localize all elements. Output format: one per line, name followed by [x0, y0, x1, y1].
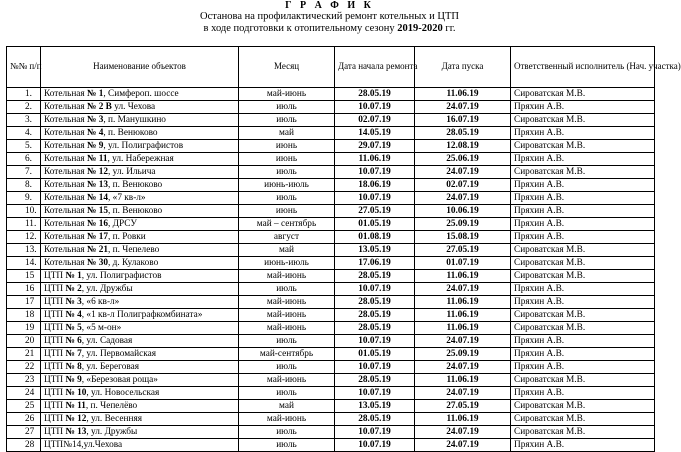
object-name [41, 88, 239, 101]
object-number: № 1 [87, 89, 104, 99]
launch-date: 11.06.19 [415, 270, 511, 283]
object-type: ЦТП [44, 310, 66, 320]
repair-month: июль [239, 439, 335, 452]
table-header-row [7, 47, 655, 88]
row-number: 16 [7, 283, 41, 296]
row-number: 19 [7, 322, 41, 335]
object-type: ЦТП [44, 349, 66, 359]
repair-month: май [239, 400, 335, 413]
object-type: Котельная [44, 154, 88, 164]
repair-month: июль [239, 361, 335, 374]
table-row [7, 244, 655, 257]
responsible-person: Пряхин А.В. [511, 153, 655, 166]
launch-date: 11.06.19 [415, 309, 511, 322]
responsible-person: Пряхин А.В. [511, 205, 655, 218]
object-address: , ул. Ильича [108, 167, 156, 177]
responsible-person: Пряхин А.В. [511, 387, 655, 400]
object-address: ул. Чехова [111, 102, 156, 112]
launch-date: 11.06.19 [415, 322, 511, 335]
object-number: № 13 [65, 427, 87, 437]
object-type: Котельная [44, 128, 88, 138]
table-row [7, 322, 655, 335]
col-header-responsible: Ответственный исполнитель (Нач. участка) [511, 47, 655, 88]
object-type: Котельная [44, 193, 88, 203]
object-address: , «7 кв-л» [108, 193, 146, 203]
table-row [7, 179, 655, 192]
object-number: № 5 [65, 323, 82, 333]
repair-month: июль [239, 114, 335, 127]
object-name [41, 244, 239, 257]
repair-month: май-сентябрь [239, 348, 335, 361]
object-name [41, 335, 239, 348]
row-number: 9. [7, 192, 41, 205]
table-row [7, 101, 655, 114]
object-address: , ул. Дружбы [81, 284, 133, 294]
object-address: , п. Венюково [108, 206, 163, 216]
repair-start-date: 18.06.19 [335, 179, 415, 192]
row-number: 21 [7, 348, 41, 361]
responsible-person: Пряхин А.В. [511, 335, 655, 348]
row-number: 15 [7, 270, 41, 283]
table-row [7, 205, 655, 218]
launch-date: 25.06.19 [415, 153, 511, 166]
table-row [7, 348, 655, 361]
repair-start-date: 10.07.19 [335, 426, 415, 439]
responsible-person: Пряхин А.В. [511, 179, 655, 192]
responsible-person: Пряхин А.В. [511, 192, 655, 205]
launch-date: 25.09.19 [415, 348, 511, 361]
launch-date: 11.06.19 [415, 413, 511, 426]
object-number: № 8 [65, 362, 82, 372]
repair-start-date: 10.07.19 [335, 335, 415, 348]
repair-month: май-июнь [239, 413, 335, 426]
launch-date: 28.05.19 [415, 127, 511, 140]
launch-date: 24.07.19 [415, 439, 511, 452]
row-number: 13. [7, 244, 41, 257]
object-number: № 15 [87, 206, 109, 216]
launch-date: 01.07.19 [415, 257, 511, 270]
table-row [7, 335, 655, 348]
launch-date: 24.07.19 [415, 192, 511, 205]
row-number: 11. [7, 218, 41, 231]
object-type: ЦТП [44, 388, 66, 398]
object-name [41, 387, 239, 400]
row-number: 2. [7, 101, 41, 114]
object-name [41, 361, 239, 374]
row-number: 24 [7, 387, 41, 400]
launch-date: 27.05.19 [415, 244, 511, 257]
responsible-person: Сироватская М.В. [511, 374, 655, 387]
launch-date: 16.07.19 [415, 114, 511, 127]
col-header-month: Месяц [239, 47, 335, 88]
repair-start-date: 17.06.19 [335, 257, 415, 270]
repair-start-date: 10.07.19 [335, 166, 415, 179]
object-address: , п. Венюково [103, 128, 158, 138]
object-name [41, 309, 239, 322]
repair-month: июль [239, 101, 335, 114]
table-row [7, 127, 655, 140]
object-address: , ул. Первомайская [81, 349, 157, 359]
season-years: 2019-2020 [397, 23, 443, 34]
launch-date: 15.08.19 [415, 231, 511, 244]
launch-date: 12.08.19 [415, 140, 511, 153]
col-header-num: №№ п/п [7, 47, 41, 88]
repair-month: май-июнь [239, 88, 335, 101]
season-prefix: в ходе подготовки к отопительному сезону [203, 23, 398, 34]
object-number: № 14 [87, 193, 109, 203]
launch-date: 24.07.19 [415, 426, 511, 439]
repair-month: май-июнь [239, 374, 335, 387]
season-suffix: гг. [442, 23, 456, 34]
responsible-person: Сироватская М.В. [511, 309, 655, 322]
responsible-person: Пряхин А.В. [511, 231, 655, 244]
object-name [41, 400, 239, 413]
object-type: Котельная [44, 258, 88, 268]
repair-start-date: 13.05.19 [335, 244, 415, 257]
object-address: , ул. Новосельская [86, 388, 160, 398]
repair-start-date: 28.05.19 [335, 309, 415, 322]
repair-start-date: 02.07.19 [335, 114, 415, 127]
object-address: , «5 м-он» [81, 323, 122, 333]
object-number: № 30 [87, 258, 109, 268]
object-type: ЦТП [44, 401, 66, 411]
object-number: № 17 [87, 232, 109, 242]
repair-month: июль [239, 426, 335, 439]
object-type: Котельная [44, 245, 88, 255]
object-address: , п. Чепелево [108, 245, 160, 255]
object-address: , ул. Набережная [107, 154, 174, 164]
object-address: , ул. Полиграфистов [81, 271, 162, 281]
table-row [7, 426, 655, 439]
col-header-launch: Дата пуска [415, 47, 511, 88]
object-number: № 2 В [87, 102, 112, 112]
repair-month: июль [239, 283, 335, 296]
row-number: 7. [7, 166, 41, 179]
table-row [7, 387, 655, 400]
responsible-person: Сироватская М.В. [511, 322, 655, 335]
object-name [41, 140, 239, 153]
repair-month: июль [239, 192, 335, 205]
object-name [41, 127, 239, 140]
repair-month: май – сентябрь [239, 218, 335, 231]
object-type: Котельная [44, 89, 88, 99]
launch-date: 24.07.19 [415, 361, 511, 374]
repair-month: май [239, 244, 335, 257]
table-row [7, 231, 655, 244]
responsible-person: Пряхин А.В. [511, 296, 655, 309]
object-address: , «6 кв-л» [81, 297, 120, 307]
object-number: № 16 [87, 219, 109, 229]
table-row [7, 400, 655, 413]
table-row [7, 88, 655, 101]
table-row [7, 257, 655, 270]
object-type: ЦТП [44, 271, 66, 281]
repair-month: июнь [239, 153, 335, 166]
responsible-person: Пряхин А.В. [511, 283, 655, 296]
object-name [41, 322, 239, 335]
row-number: 6. [7, 153, 41, 166]
table-row [7, 296, 655, 309]
row-number: 23 [7, 374, 41, 387]
object-address: , п. Ровки [108, 232, 146, 242]
object-number: № 9 [87, 141, 104, 151]
object-type: Котельная [44, 167, 88, 177]
object-name [41, 114, 239, 127]
responsible-person: Сироватская М.В. [511, 426, 655, 439]
row-number: 14. [7, 257, 41, 270]
repair-start-date: 10.07.19 [335, 192, 415, 205]
object-address: , ДРСУ [108, 219, 137, 229]
responsible-person: Пряхин А.В. [511, 348, 655, 361]
object-name [41, 426, 239, 439]
object-name [41, 439, 239, 452]
table-row [7, 166, 655, 179]
repair-start-date: 10.07.19 [335, 439, 415, 452]
table-row [7, 153, 655, 166]
repair-month: июнь-июль [239, 179, 335, 192]
object-type: Котельная [44, 232, 88, 242]
repair-start-date: 01.05.19 [335, 348, 415, 361]
object-name [41, 153, 239, 166]
object-type: ЦТП [44, 362, 66, 372]
row-number: 4. [7, 127, 41, 140]
object-type: Котельная [44, 219, 88, 229]
object-address: , д. Кулаково [108, 258, 159, 268]
repair-month: июль [239, 335, 335, 348]
row-number: 3. [7, 114, 41, 127]
repair-month: май-июнь [239, 270, 335, 283]
object-name [41, 218, 239, 231]
row-number: 20 [7, 335, 41, 348]
object-name [41, 348, 239, 361]
table-row [7, 283, 655, 296]
launch-date: 27.05.19 [415, 400, 511, 413]
repair-start-date: 28.05.19 [335, 413, 415, 426]
repair-month: май [239, 127, 335, 140]
col-header-name: Наименование объектов [41, 47, 239, 88]
repair-month: июнь [239, 205, 335, 218]
object-address: , «Березовая роща» [81, 375, 158, 385]
responsible-person: Сироватская М.В. [511, 244, 655, 257]
object-name [41, 296, 239, 309]
object-address: , ул. Дружбы [86, 427, 138, 437]
repair-month: май-июнь [239, 296, 335, 309]
repair-start-date: 29.07.19 [335, 140, 415, 153]
object-address: , ул. Весенняя [86, 414, 143, 424]
object-name [41, 257, 239, 270]
repair-start-date: 14.05.19 [335, 127, 415, 140]
object-number: № 12 [65, 414, 87, 424]
repair-start-date: 13.05.19 [335, 400, 415, 413]
object-number: № 10 [65, 388, 87, 398]
table-row [7, 439, 655, 452]
object-number: № 4 [87, 128, 104, 138]
object-type: ЦТП [44, 297, 66, 307]
object-name [41, 270, 239, 283]
responsible-person: Сироватская М.В. [511, 88, 655, 101]
row-number: 22 [7, 361, 41, 374]
object-address: , п. Венюково [108, 180, 163, 190]
repair-start-date: 10.07.19 [335, 387, 415, 400]
object-address: , Симфероп. шоссе [103, 89, 179, 99]
table-row [7, 361, 655, 374]
object-number: № 3 [87, 115, 104, 125]
launch-date: 11.06.19 [415, 374, 511, 387]
object-address: , ул. Береговая [81, 362, 140, 372]
object-name [41, 231, 239, 244]
launch-date: 24.07.19 [415, 101, 511, 114]
row-number: 28 [7, 439, 41, 452]
repair-month: август [239, 231, 335, 244]
object-type: ЦТП [44, 284, 66, 294]
object-address: , п. Чепелёво [85, 401, 138, 411]
responsible-person: Сироватская М.В. [511, 400, 655, 413]
launch-date: 24.07.19 [415, 335, 511, 348]
responsible-person: Пряхин А.В. [511, 101, 655, 114]
repair-start-date: 28.05.19 [335, 322, 415, 335]
responsible-person: Пряхин А.В. [511, 218, 655, 231]
object-type: Котельная [44, 115, 88, 125]
responsible-person: Сироватская М.В. [511, 140, 655, 153]
repair-start-date: 10.07.19 [335, 283, 415, 296]
object-number: № 1 [65, 271, 82, 281]
responsible-person: Сироватская М.В. [511, 413, 655, 426]
object-address: , ул. Полиграфистов [103, 141, 184, 151]
repair-month: май-июнь [239, 309, 335, 322]
object-name [41, 192, 239, 205]
object-type: ЦТП [44, 414, 66, 424]
responsible-person: Пряхин А.В. [511, 439, 655, 452]
object-number: № 4 [65, 310, 82, 320]
repair-start-date: 28.05.19 [335, 296, 415, 309]
launch-date: 11.06.19 [415, 296, 511, 309]
table-row [7, 192, 655, 205]
document-subtitle-season [0, 24, 659, 35]
object-type: Котельная [44, 141, 88, 151]
repair-start-date: 01.08.19 [335, 231, 415, 244]
object-type: ЦТП№14,ул.Чехова [44, 440, 123, 450]
launch-date: 24.07.19 [415, 283, 511, 296]
launch-date: 11.06.19 [415, 88, 511, 101]
object-number: № 11 [87, 154, 108, 164]
row-number: 26 [7, 413, 41, 426]
object-type: Котельная [44, 180, 88, 190]
object-number: № 7 [65, 349, 82, 359]
repair-start-date: 10.07.19 [335, 101, 415, 114]
row-number: 12. [7, 231, 41, 244]
responsible-person: Сироватская М.В. [511, 270, 655, 283]
object-type: Котельная [44, 206, 88, 216]
repair-start-date: 27.05.19 [335, 205, 415, 218]
object-number: № 13 [87, 180, 109, 190]
object-address: , ул. Садовая [81, 336, 133, 346]
row-number: 17 [7, 296, 41, 309]
object-number: № 11 [65, 401, 86, 411]
table-row [7, 140, 655, 153]
object-number: № 12 [87, 167, 109, 177]
object-type: Котельная [44, 102, 88, 112]
row-number: 18 [7, 309, 41, 322]
object-type: ЦТП [44, 427, 66, 437]
object-number: № 21 [87, 245, 109, 255]
row-number: 5. [7, 140, 41, 153]
responsible-person: Пряхин А.В. [511, 127, 655, 140]
object-name [41, 413, 239, 426]
launch-date: 02.07.19 [415, 179, 511, 192]
repair-start-date: 10.07.19 [335, 361, 415, 374]
repair-start-date: 28.05.19 [335, 270, 415, 283]
responsible-person: Пряхин А.В. [511, 361, 655, 374]
table-row [7, 413, 655, 426]
launch-date: 25.09.19 [415, 218, 511, 231]
object-name [41, 283, 239, 296]
row-number: 10. [7, 205, 41, 218]
document-title: Г Р А Ф И К [285, 0, 374, 11]
table-row [7, 374, 655, 387]
repair-start-date: 11.06.19 [335, 153, 415, 166]
table-row [7, 270, 655, 283]
row-number: 1. [7, 88, 41, 101]
object-type: ЦТП [44, 336, 66, 346]
launch-date: 24.07.19 [415, 387, 511, 400]
row-number: 25 [7, 400, 41, 413]
repair-month: июнь-июль [239, 257, 335, 270]
responsible-person: Сироватская М.В. [511, 114, 655, 127]
object-name [41, 179, 239, 192]
table-row [7, 114, 655, 127]
object-name [41, 205, 239, 218]
object-address: , «1 кв-л Полиграфкомбината» [81, 310, 203, 320]
object-number: № 6 [65, 336, 82, 346]
table-row [7, 309, 655, 322]
object-name [41, 374, 239, 387]
object-name [41, 166, 239, 179]
row-number: 27 [7, 426, 41, 439]
table-row [7, 218, 655, 231]
document-subtitle: Останова на профилактический ремонт котельных и ЦТП [200, 11, 459, 22]
responsible-person: Сироватская М.В. [511, 257, 655, 270]
schedule-table [6, 46, 681, 452]
col-header-start: Дата начала ремонта [335, 47, 415, 88]
responsible-person: Сироватская М.В. [511, 166, 655, 179]
repair-month: май-июнь [239, 322, 335, 335]
repair-month: июль [239, 387, 335, 400]
object-type: ЦТП [44, 375, 66, 385]
launch-date: 10.06.19 [415, 205, 511, 218]
repair-month: июнь [239, 140, 335, 153]
object-name [41, 101, 239, 114]
repair-month: июль [239, 166, 335, 179]
object-type: ЦТП [44, 323, 66, 333]
object-number: № 3 [65, 297, 82, 307]
repair-start-date: 28.05.19 [335, 88, 415, 101]
object-number: № 9 [65, 375, 82, 385]
object-address: , п. Манушкино [103, 115, 166, 125]
launch-date: 24.07.19 [415, 166, 511, 179]
row-number: 8. [7, 179, 41, 192]
object-number: № 2 [65, 284, 82, 294]
repair-start-date: 28.05.19 [335, 374, 415, 387]
repair-start-date: 01.05.19 [335, 218, 415, 231]
